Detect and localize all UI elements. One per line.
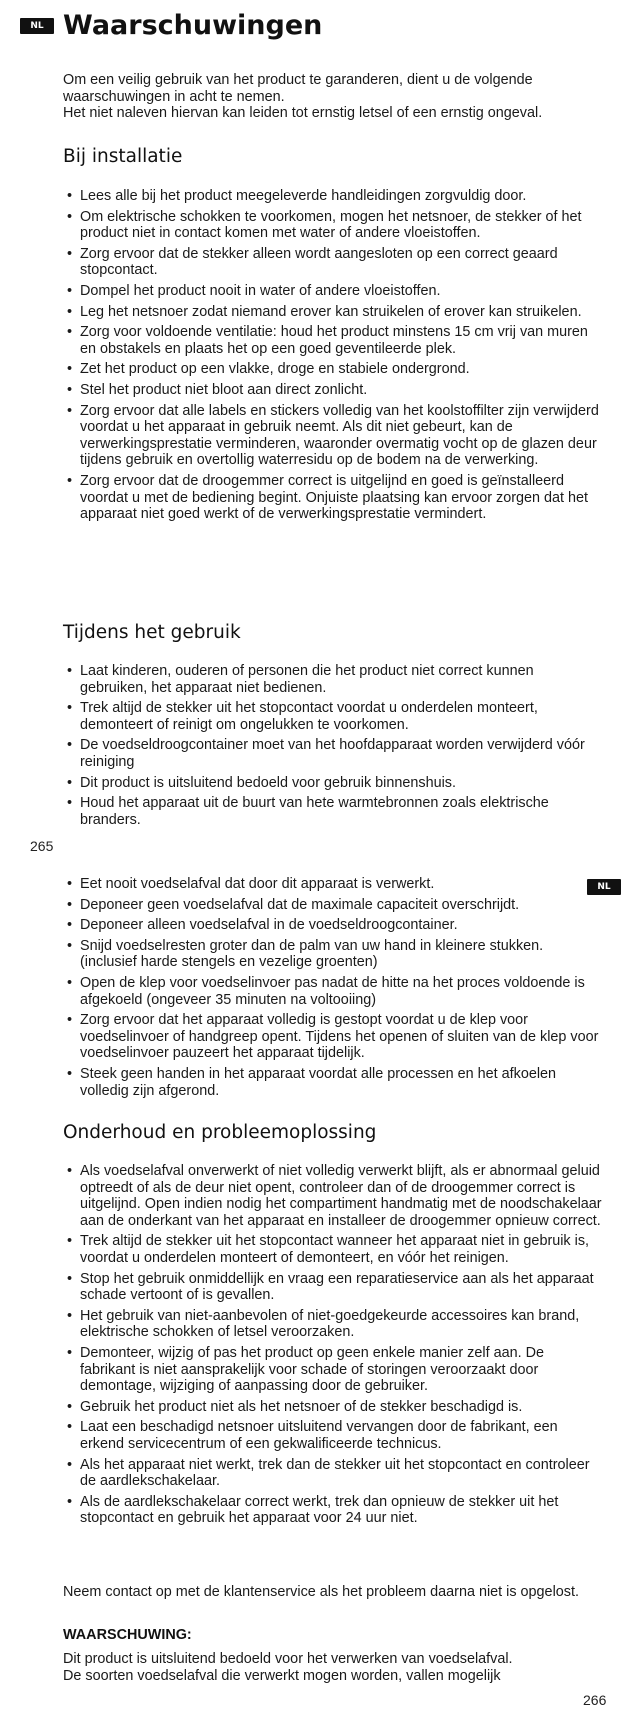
list-item: • Als de aardlekschakelaar correct werkt, trek dan opnieuw de stekker uit het stopcontact en gebruik het apparaat voor 24 uur niet.: [63, 1494, 603, 1527]
language-badge: NL: [587, 879, 621, 895]
list-item: • Zorg ervoor dat de stekker alleen wordt aangesloten op een correct geaard stopcontact.: [63, 246, 603, 279]
intro-paragraph: [63, 72, 603, 122]
list-item: • Deponeer geen voedselafval dat de maximale capaciteit overschrijdt.: [63, 897, 603, 914]
warning-line: Dit product is uitsluitend bedoeld voor het verwerken van voedselafval.: [63, 1651, 513, 1667]
list-item: • Stop het gebruik onmiddellijk en vraag een reparatieservice aan als het apparaat schade vertoont of is gevallen.: [63, 1271, 603, 1304]
list-item: • Zet het product op een vlakke, droge en stabiele ondergrond.: [63, 361, 603, 378]
list-item: • Om elektrische schokken te voorkomen, mogen het netsnoer, de stekker of het product niet in contact komen met water of andere vloeistoffen.: [63, 209, 603, 242]
list-item: • Snijd voedselresten groter dan de palm van uw hand in kleinere stukken. (inclusief harde stengels en vezelige groenten): [63, 938, 603, 971]
list-item: • Als voedselafval onverwerkt of niet volledig verwerkt blijft, als er abnormaal geluid optreedt of als de deur niet opent, controleer dan of de droogemmer correct is uitgelijnd. Open indien nodig het compartiment handmatig met de noodschakelaar aan de onderkant van het apparaat en installeer de droogemmer opnieuw correct.: [63, 1163, 603, 1229]
list-item: • Eet nooit voedselafval dat door dit apparaat is verwerkt.: [63, 876, 603, 893]
list-item: • Leg het netsnoer zodat niemand erover kan struikelen of erover kan struikelen.: [63, 304, 603, 321]
warning-heading: WAARSCHUWING:: [63, 1627, 192, 1643]
warning-line: De soorten voedselafval die verwerkt mogen worden, vallen mogelijk: [63, 1667, 501, 1684]
page-number-left: 265: [30, 838, 54, 854]
list-item: • Zorg ervoor dat het apparaat volledig is gestopt voordat u de klep voor voedselinvoer of handgreep opent. Tijdens het openen of sluiten van de klep voor voedselinvoer pauzeert het apparaat tijdelijk.: [63, 1012, 603, 1062]
list-item: • Lees alle bij het product meegeleverde handleidingen zorgvuldig door.: [63, 188, 603, 205]
list-item: • Dompel het product nooit in water of andere vloeistoffen.: [63, 283, 603, 300]
list-item: • De voedseldroogcontainer moet van het hoofdapparaat worden verwijderd vóór reiniging: [63, 737, 603, 770]
page-number-right: 266: [583, 1692, 607, 1708]
list-item: • Stel het product niet bloot aan direct zonlicht.: [63, 382, 603, 399]
section-heading-maintenance: Onderhoud en probleemoplossing: [63, 1122, 377, 1143]
maintenance-list: [63, 1163, 603, 1531]
page-title: Waarschuwingen: [63, 10, 323, 41]
list-item: • Open de klep voor voedselinvoer pas nadat de hitte na het proces voldoende is afgekoeld (ongeveer 35 minuten na voltooiing): [63, 975, 603, 1008]
section-heading-installation: Bij installatie: [63, 146, 183, 167]
list-item: • Gebruik het product niet als het netsnoer of de stekker beschadigd is.: [63, 1399, 603, 1416]
usage-list-b: [63, 876, 603, 1103]
list-item: • Demonteer, wijzig of pas het product op geen enkele manier zelf aan. De fabrikant is niet aansprakelijk voor schade of storingen veroorzaakt door demontage, wijziging of aanpassing door de gebruiker.: [63, 1345, 603, 1395]
list-item: • Deponeer alleen voedselafval in de voedseldroogcontainer.: [63, 917, 603, 934]
list-item: • Zorg voor voldoende ventilatie: houd het product minstens 15 cm vrij van muren en obstakels en plaats het op een goed geventileerde plek.: [63, 324, 603, 357]
intro-line: Om een veilig gebruik van het product te garanderen, dient u de volgende waarschuwingen in acht te nemen.: [63, 72, 533, 105]
list-item: • Trek altijd de stekker uit het stopcontact wanneer het apparaat niet in gebruik is, voordat u onderdelen monteert of demonteert, en vóór het reinigen.: [63, 1233, 603, 1266]
list-item: • Zorg ervoor dat alle labels en stickers volledig van het koolstoffilter zijn verwijderd voordat u het apparaat in gebruik neemt. Als dit niet gebeurt, kan de verwerkingsprestatie verminderen, waaronder overmatig vocht op de glazen deur tijdens gebruik en overtollig waterresidu op de bodem na de verwerking.: [63, 403, 603, 469]
list-item: • Houd het apparaat uit de buurt van hete warmtebronnen zoals elektrische branders.: [63, 795, 603, 828]
list-item: • Het gebruik van niet-aanbevolen of niet-goedgekeurde accessoires kan brand, elektrische schokken of letsel veroorzaken.: [63, 1308, 603, 1341]
language-badge: NL: [20, 18, 54, 34]
closing-text: Neem contact op met de klantenservice als het probleem daarna niet is opgelost.: [63, 1584, 579, 1600]
usage-list-a: [63, 663, 603, 832]
list-item: • Laat kinderen, ouderen of personen die het product niet correct kunnen gebruiken, het apparaat niet bedienen.: [63, 663, 603, 696]
list-item: • Trek altijd de stekker uit het stopcontact voordat u onderdelen monteert, demonteert of reinigt om ongelukken te voorkomen.: [63, 700, 603, 733]
warning-paragraph: [63, 1651, 603, 1684]
closing-paragraph: [63, 1584, 603, 1601]
section-heading-usage: Tijdens het gebruik: [63, 622, 241, 643]
list-item: • Steek geen handen in het apparaat voordat alle processen en het afkoelen volledig zijn afgerond.: [63, 1066, 603, 1099]
intro-line: Het niet naleven hiervan kan leiden tot ernstig letsel of een ernstig ongeval.: [63, 105, 543, 121]
list-item: • Dit product is uitsluitend bedoeld voor gebruik binnenshuis.: [63, 775, 603, 792]
list-item: • Laat een beschadigd netsnoer uitsluitend vervangen door de fabrikant, een erkend servicecentrum of een gekwalificeerde technicus.: [63, 1419, 603, 1452]
list-item: • Als het apparaat niet werkt, trek dan de stekker uit het stopcontact en controleer de aardlekschakelaar.: [63, 1457, 603, 1490]
installation-list: [63, 188, 603, 527]
list-item: • Zorg ervoor dat de droogemmer correct is uitgelijnd en goed is geïnstalleerd voordat u met de bediening begint. Onjuiste plaatsing kan ervoor zorgen dat het apparaat niet goed werkt of de verwerkingsprestatie vermindert.: [63, 473, 603, 523]
